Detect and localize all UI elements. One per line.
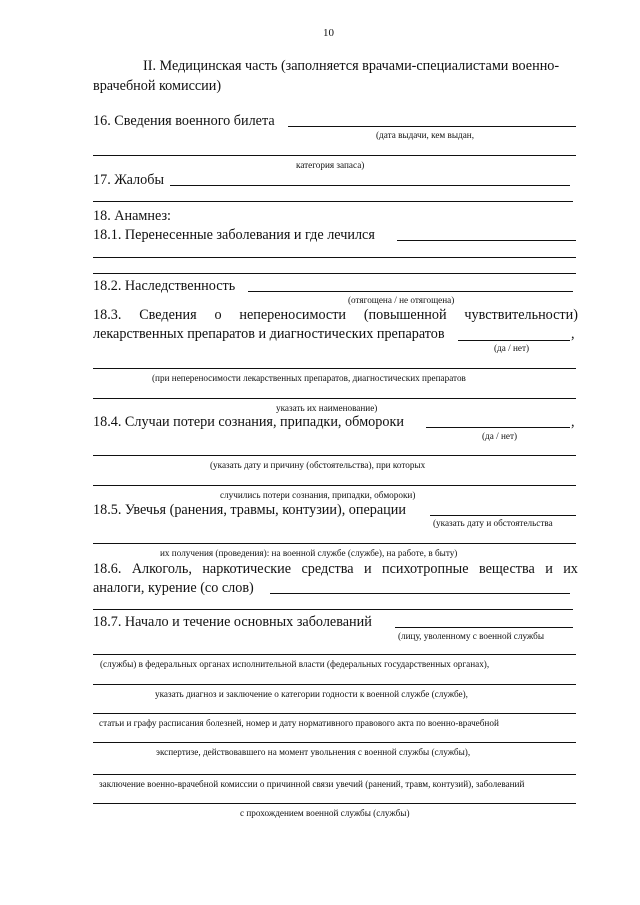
field-18-3-hint: (да / нет)	[494, 343, 530, 353]
field-18-6-line-2[interactable]	[93, 609, 573, 610]
field-18-5-hint-2: их получения (проведения): на военной службе (службе), на работе, в быту)	[160, 548, 458, 558]
field-18-3-comma: ,	[571, 326, 575, 342]
field-18-7-line-4[interactable]	[93, 713, 576, 714]
field-18-1-line-1[interactable]	[397, 240, 576, 241]
field-18-2-label: 18.2. Наследственность	[93, 278, 236, 294]
field-18-7-hint-3: указать диагноз и заключение о категории годности к военной службе (службе),	[155, 689, 468, 699]
word: 18.6.	[93, 561, 122, 577]
field-18-3-line-3[interactable]	[93, 368, 576, 369]
word: о	[214, 307, 222, 323]
word: 18.3.	[93, 307, 122, 323]
word: наркотические	[202, 561, 292, 577]
field-18-7-hint-4: статьи и графу расписания болезней, номер и дату нормативного правового акта по военно-врачебной	[99, 718, 499, 728]
field-18-7-line-2[interactable]	[93, 654, 576, 655]
section-title-line2: врачебной комиссии)	[93, 78, 222, 94]
field-18-6-line-1[interactable]	[270, 593, 570, 594]
word: чувствительности)	[464, 307, 578, 323]
field-18-2-hint: (отягощена / не отягощена)	[348, 295, 455, 305]
field-16-line-1[interactable]	[288, 126, 576, 127]
field-18-7-line-1[interactable]	[395, 627, 573, 628]
field-18-4-hint: (да / нет)	[482, 431, 518, 441]
word: (повышенной	[363, 307, 447, 323]
field-18-4-label: 18.4. Случаи потери сознания, припадки, обмороки	[93, 414, 404, 430]
field-18-4-line-3[interactable]	[93, 485, 576, 486]
section-title-line1: II. Медицинская часть (заполняется врачами-специалистами военно-	[143, 58, 560, 74]
field-18-7-hint-2: (службы) в федеральных органах исполнительной власти (федеральных государственных органах),	[100, 659, 490, 669]
field-18-3-hint-3: указать их наименование)	[276, 403, 378, 413]
field-18-7-label: 18.7. Начало и течение основных заболеваний	[93, 614, 372, 630]
word: Алкоголь,	[131, 561, 192, 577]
field-18-4-answer-line[interactable]	[426, 427, 570, 428]
field-18-3-hint-2: (при непереносимости лекарственных препаратов, диагностических препаратов	[152, 373, 466, 383]
field-18-1-label: 18.1. Перенесенные заболевания и где лечился	[93, 227, 375, 243]
field-18-4-line-2[interactable]	[93, 455, 576, 456]
field-16-hint-1: (дата выдачи, кем выдан,	[376, 130, 475, 140]
field-18-3-line2: лекарственных препаратов и диагностических препаратов	[93, 326, 445, 342]
field-16-hint-2: категория запаса)	[296, 160, 365, 170]
field-17-label: 17. Жалобы	[93, 172, 164, 188]
field-18-3-answer-line[interactable]	[458, 340, 570, 341]
field-18-5-hint: (указать дату и обстоятельства	[433, 518, 553, 528]
field-16-line-2[interactable]	[93, 155, 576, 156]
field-18-3-line1	[93, 307, 578, 324]
field-18-1-line-2[interactable]	[93, 257, 576, 258]
page-number: 10	[323, 27, 334, 39]
field-18-5-line-2[interactable]	[93, 543, 576, 544]
word: вещества	[478, 561, 535, 577]
word: их	[563, 561, 578, 577]
field-16-label: 16. Сведения военного билета	[93, 113, 275, 129]
word: непереносимости	[239, 307, 346, 323]
field-18-7-line-5[interactable]	[93, 742, 576, 743]
field-18-7-hint-1: (лицу, уволенному с военной службы	[398, 631, 544, 641]
field-18-6-line1	[93, 561, 578, 578]
field-18-3-line-4[interactable]	[93, 398, 576, 399]
field-18-1-line-3[interactable]	[93, 273, 576, 274]
field-18-5-line-1[interactable]	[430, 515, 576, 516]
field-18-label: 18. Анамнез:	[93, 208, 172, 224]
field-18-6-line2: аналоги, курение (со слов)	[93, 580, 254, 596]
field-18-7-line-6[interactable]	[93, 774, 576, 775]
field-18-4-comma: ,	[571, 414, 575, 430]
field-18-5-label: 18.5. Увечья (ранения, травмы, контузии), операции	[93, 502, 406, 518]
field-18-7-line-7[interactable]	[93, 803, 576, 804]
field-18-7-line-3[interactable]	[93, 684, 576, 685]
field-18-2-line[interactable]	[248, 291, 573, 292]
field-18-4-hint-3: случились потери сознания, припадки, обмороки)	[220, 490, 416, 500]
word: средства	[301, 561, 354, 577]
field-18-7-hint-5: экспертизе, действовавшего на момент увольнения с военной службы (службы),	[156, 747, 471, 757]
field-17-line-2[interactable]	[93, 201, 573, 202]
field-18-4-hint-2: (указать дату и причину (обстоятельства), при которых	[210, 460, 426, 470]
field-18-7-hint-6: заключение военно-врачебной комиссии о причинной связи увечий (ранений, травм, контузий), заболеваний	[99, 779, 525, 789]
field-18-7-hint-7: с прохождением военной службы (службы)	[240, 808, 410, 818]
word: и	[363, 561, 372, 577]
word: и	[545, 561, 553, 577]
field-17-line-1[interactable]	[170, 185, 570, 186]
word: Сведения	[139, 307, 197, 323]
word: психотропные	[381, 561, 469, 577]
